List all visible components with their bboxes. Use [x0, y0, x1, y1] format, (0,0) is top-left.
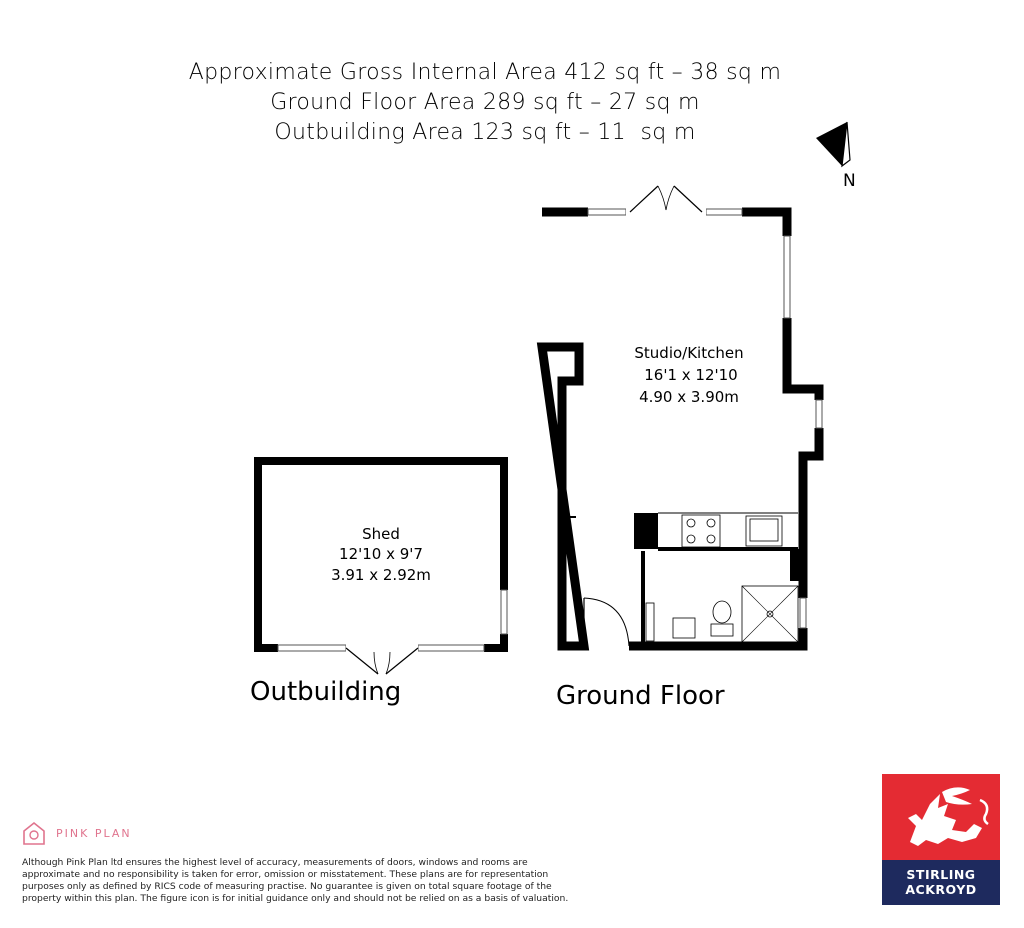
shed-metric: 3.91 x 2.92m: [331, 566, 431, 584]
gross-area-text: Approximate Gross Internal Area 412 sq ft – 38 sq m: [188, 60, 782, 85]
brand-line-2: ACKROYD: [905, 882, 977, 897]
disclaimer-text: Although Pink Plan ltd ensures the highest level of accuracy, measurements of doors, windows and rooms are approximate and no responsibility is taken for error, omission or misstatement. These plans are for representation purposes only as defined by RICS code of measuring practise. No guarantee is given on total square footage of the property within this plan. The figure icon is for initial guidance only and should not be relied on as a basis of valuation.: [22, 857, 569, 904]
pink-plan-house-icon: [22, 820, 46, 846]
outbuilding-plan: [250, 461, 509, 707]
pink-plan-logo: [22, 820, 132, 846]
outbuilding-area-text: Outbuilding Area 123 sq ft – 11 sq m: [274, 120, 696, 145]
studio-kitchen-imperial: 16'1 x 12'10: [644, 366, 738, 384]
brand-top-panel: [882, 774, 1000, 860]
ground-floor-label: Ground Floor: [556, 681, 725, 711]
stirling-ackroyd-logo: [882, 774, 1000, 905]
brand-line-1: STIRLING: [906, 867, 976, 882]
griffin-icon: [882, 774, 1000, 860]
pink-plan-label: PINK PLAN: [56, 826, 132, 840]
shed-imperial: 12'10 x 9'7: [339, 545, 423, 563]
north-compass-icon: [816, 122, 856, 191]
outbuilding-label: Outbuilding: [250, 677, 402, 707]
brand-bottom-panel: [882, 860, 1000, 905]
shed-name: Shed: [362, 525, 400, 543]
north-letter: N: [843, 171, 856, 191]
ground-floor-plan: [542, 186, 824, 711]
studio-kitchen-metric: 4.90 x 3.90m: [639, 388, 739, 406]
ground-floor-area-text: Ground Floor Area 289 sq ft – 27 sq m: [270, 90, 700, 115]
studio-kitchen-name: Studio/Kitchen: [634, 344, 744, 362]
